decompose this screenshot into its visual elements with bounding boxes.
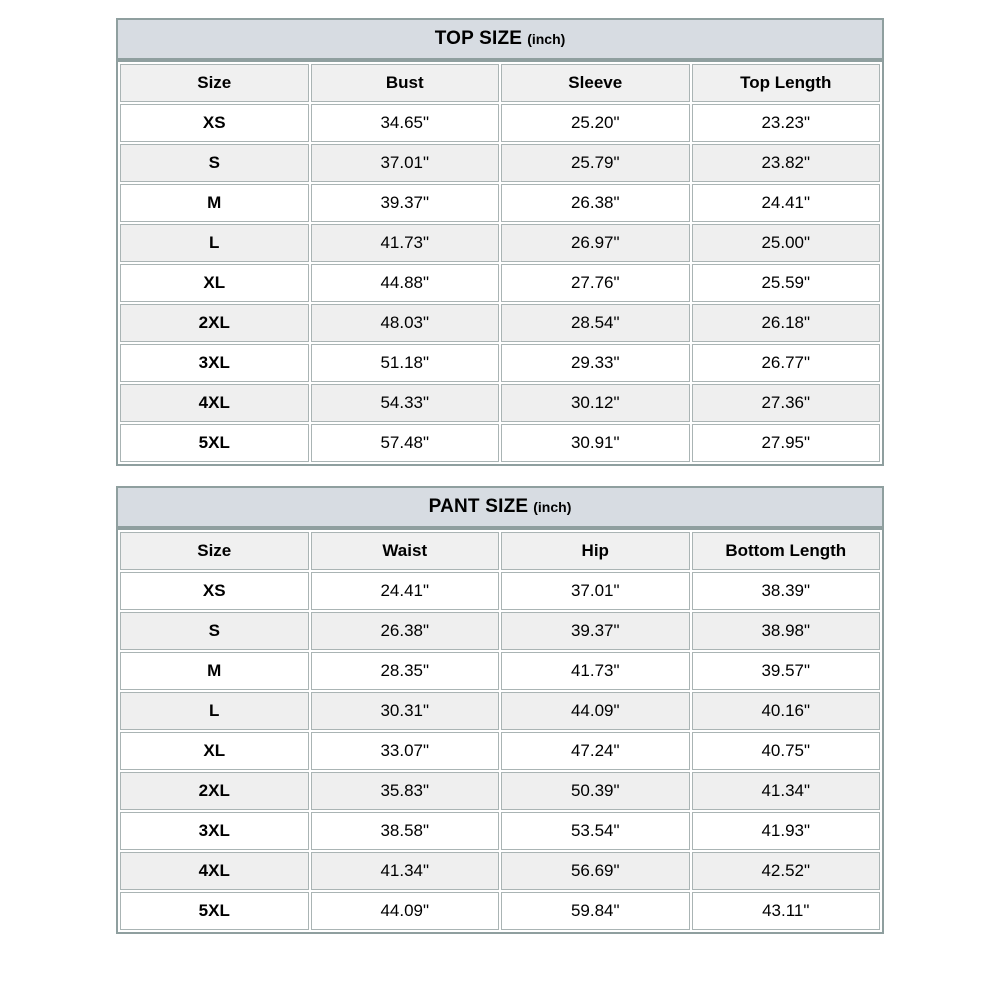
header-row bbox=[120, 64, 880, 102]
measurement-cell: 41.34" bbox=[311, 852, 500, 890]
measurement-cell: 44.09" bbox=[501, 692, 690, 730]
table-row bbox=[120, 892, 880, 930]
size-cell: 5XL bbox=[120, 892, 309, 930]
size-cell: L bbox=[120, 692, 309, 730]
size-cell: S bbox=[120, 612, 309, 650]
measurement-cell: 26.77" bbox=[692, 344, 881, 382]
measurement-cell: 34.65" bbox=[311, 104, 500, 142]
measurement-cell: 25.20" bbox=[501, 104, 690, 142]
size-cell: 2XL bbox=[120, 304, 309, 342]
measurement-cell: 33.07" bbox=[311, 732, 500, 770]
measurement-cell: 38.39" bbox=[692, 572, 881, 610]
measurement-cell: 38.58" bbox=[311, 812, 500, 850]
table-row bbox=[120, 772, 880, 810]
table-row bbox=[120, 692, 880, 730]
size-cell: 5XL bbox=[120, 424, 309, 462]
measurement-cell: 26.18" bbox=[692, 304, 881, 342]
measurement-cell: 28.35" bbox=[311, 652, 500, 690]
column-header: Bottom Length bbox=[692, 532, 881, 570]
table-row bbox=[120, 732, 880, 770]
measurement-cell: 26.38" bbox=[501, 184, 690, 222]
measurement-cell: 39.57" bbox=[692, 652, 881, 690]
measurement-cell: 27.36" bbox=[692, 384, 881, 422]
measurement-cell: 44.09" bbox=[311, 892, 500, 930]
measurement-cell: 40.16" bbox=[692, 692, 881, 730]
top-size-title-bar bbox=[118, 20, 882, 62]
measurement-cell: 27.95" bbox=[692, 424, 881, 462]
measurement-cell: 43.11" bbox=[692, 892, 881, 930]
measurement-cell: 51.18" bbox=[311, 344, 500, 382]
pant-size-title: PANT SIZE bbox=[428, 496, 529, 517]
measurement-cell: 57.48" bbox=[311, 424, 500, 462]
table-row bbox=[120, 104, 880, 142]
table-row bbox=[120, 224, 880, 262]
column-header: Size bbox=[120, 532, 309, 570]
measurement-cell: 56.69" bbox=[501, 852, 690, 890]
measurement-cell: 25.59" bbox=[692, 264, 881, 302]
measurement-cell: 39.37" bbox=[501, 612, 690, 650]
column-header: Sleeve bbox=[501, 64, 690, 102]
table-row bbox=[120, 652, 880, 690]
measurement-cell: 41.73" bbox=[501, 652, 690, 690]
size-cell: XS bbox=[120, 572, 309, 610]
pant-size-title-bar bbox=[118, 488, 882, 530]
measurement-cell: 37.01" bbox=[311, 144, 500, 182]
measurement-cell: 39.37" bbox=[311, 184, 500, 222]
top-size-grid bbox=[118, 62, 882, 464]
size-cell: XL bbox=[120, 264, 309, 302]
top-size-title: TOP SIZE bbox=[434, 28, 523, 49]
column-header: Waist bbox=[311, 532, 500, 570]
measurement-cell: 23.82" bbox=[692, 144, 881, 182]
measurement-cell: 25.00" bbox=[692, 224, 881, 262]
size-cell: 4XL bbox=[120, 852, 309, 890]
size-table-top bbox=[116, 18, 884, 466]
table-row bbox=[120, 812, 880, 850]
table-row bbox=[120, 304, 880, 342]
table-row bbox=[120, 144, 880, 182]
size-cell: M bbox=[120, 652, 309, 690]
size-cell: XL bbox=[120, 732, 309, 770]
measurement-cell: 25.79" bbox=[501, 144, 690, 182]
size-cell: 3XL bbox=[120, 344, 309, 382]
size-cell: L bbox=[120, 224, 309, 262]
table-row bbox=[120, 264, 880, 302]
measurement-cell: 30.91" bbox=[501, 424, 690, 462]
measurement-cell: 30.31" bbox=[311, 692, 500, 730]
measurement-cell: 38.98" bbox=[692, 612, 881, 650]
measurement-cell: 41.73" bbox=[311, 224, 500, 262]
measurement-cell: 42.52" bbox=[692, 852, 881, 890]
measurement-cell: 44.88" bbox=[311, 264, 500, 302]
measurement-cell: 26.97" bbox=[501, 224, 690, 262]
measurement-cell: 29.33" bbox=[501, 344, 690, 382]
measurement-cell: 35.83" bbox=[311, 772, 500, 810]
table-row bbox=[120, 572, 880, 610]
size-cell: XS bbox=[120, 104, 309, 142]
table-row bbox=[120, 184, 880, 222]
measurement-cell: 48.03" bbox=[311, 304, 500, 342]
measurement-cell: 24.41" bbox=[692, 184, 881, 222]
table-row bbox=[120, 344, 880, 382]
table-row bbox=[120, 852, 880, 890]
size-cell: 3XL bbox=[120, 812, 309, 850]
measurement-cell: 37.01" bbox=[501, 572, 690, 610]
measurement-cell: 26.38" bbox=[311, 612, 500, 650]
measurement-cell: 27.76" bbox=[501, 264, 690, 302]
pant-size-unit-label: (inch) bbox=[533, 499, 572, 515]
top-size-unit-label: (inch) bbox=[527, 31, 566, 47]
column-header: Top Length bbox=[692, 64, 881, 102]
measurement-cell: 41.34" bbox=[692, 772, 881, 810]
table-row bbox=[120, 424, 880, 462]
measurement-cell: 50.39" bbox=[501, 772, 690, 810]
table-row bbox=[120, 612, 880, 650]
header-row bbox=[120, 532, 880, 570]
measurement-cell: 41.93" bbox=[692, 812, 881, 850]
size-cell: 2XL bbox=[120, 772, 309, 810]
measurement-cell: 59.84" bbox=[501, 892, 690, 930]
measurement-cell: 24.41" bbox=[311, 572, 500, 610]
size-table-pant bbox=[116, 486, 884, 934]
measurement-cell: 54.33" bbox=[311, 384, 500, 422]
measurement-cell: 40.75" bbox=[692, 732, 881, 770]
measurement-cell: 23.23" bbox=[692, 104, 881, 142]
size-cell: 4XL bbox=[120, 384, 309, 422]
table-row bbox=[120, 384, 880, 422]
size-cell: S bbox=[120, 144, 309, 182]
pant-size-grid bbox=[118, 530, 882, 932]
column-header: Size bbox=[120, 64, 309, 102]
measurement-cell: 28.54" bbox=[501, 304, 690, 342]
measurement-cell: 53.54" bbox=[501, 812, 690, 850]
column-header: Hip bbox=[501, 532, 690, 570]
size-cell: M bbox=[120, 184, 309, 222]
measurement-cell: 47.24" bbox=[501, 732, 690, 770]
column-header: Bust bbox=[311, 64, 500, 102]
measurement-cell: 30.12" bbox=[501, 384, 690, 422]
